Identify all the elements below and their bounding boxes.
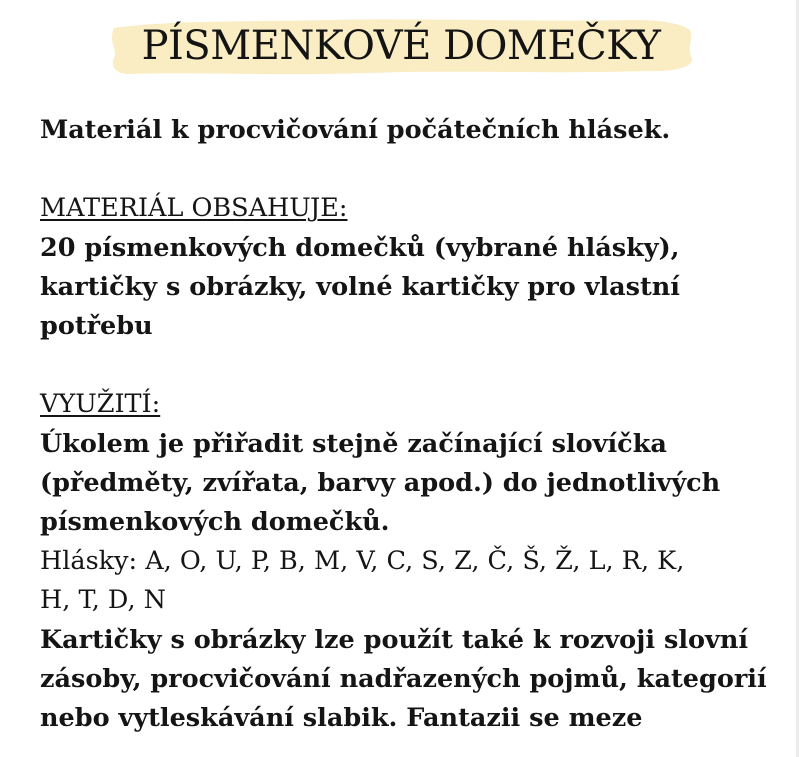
title-block xyxy=(108,14,694,78)
spacer xyxy=(40,346,770,385)
spacer xyxy=(40,150,770,189)
contents-line: kartičky s obrázky, volné kartičky pro vlastní xyxy=(40,271,680,302)
intro-text: Materiál k procvičování počátečních hlásek. xyxy=(40,115,671,145)
usage-line: (předměty, zvířata, barvy apod.) do jednotlivých xyxy=(40,467,721,498)
letters-line: Hlásky: A, O, U, P, B, M, V, C, S, Z, Č, Š, Ž, L, R, K, xyxy=(40,546,685,577)
usage-heading: VYUŽITÍ: xyxy=(40,389,161,420)
extra-line: Kartičky s obrázky lze použít také k rozvoji slovní xyxy=(40,624,749,655)
usage-line: Úkolem je přiřadit stejně začínající slovíčka xyxy=(40,428,667,459)
description-body xyxy=(40,111,770,738)
page-title: PÍSMENKOVÉ DOMEČKY xyxy=(141,23,661,69)
contents-heading: MATERIÁL OBSAHUJE: xyxy=(40,193,348,224)
letters-line: H, T, D, N xyxy=(40,585,166,616)
extra-line: zásoby, procvičování nadřazených pojmů, kategorií xyxy=(40,663,767,694)
contents-line: potřebu xyxy=(40,311,153,341)
extra-line: nebo vytleskávání slabik. Fantazii se meze xyxy=(40,703,643,734)
usage-line: písmenkových domečků. xyxy=(40,507,390,537)
contents-line: 20 písmenkových domečků (vybrané hlásky), xyxy=(40,232,680,263)
